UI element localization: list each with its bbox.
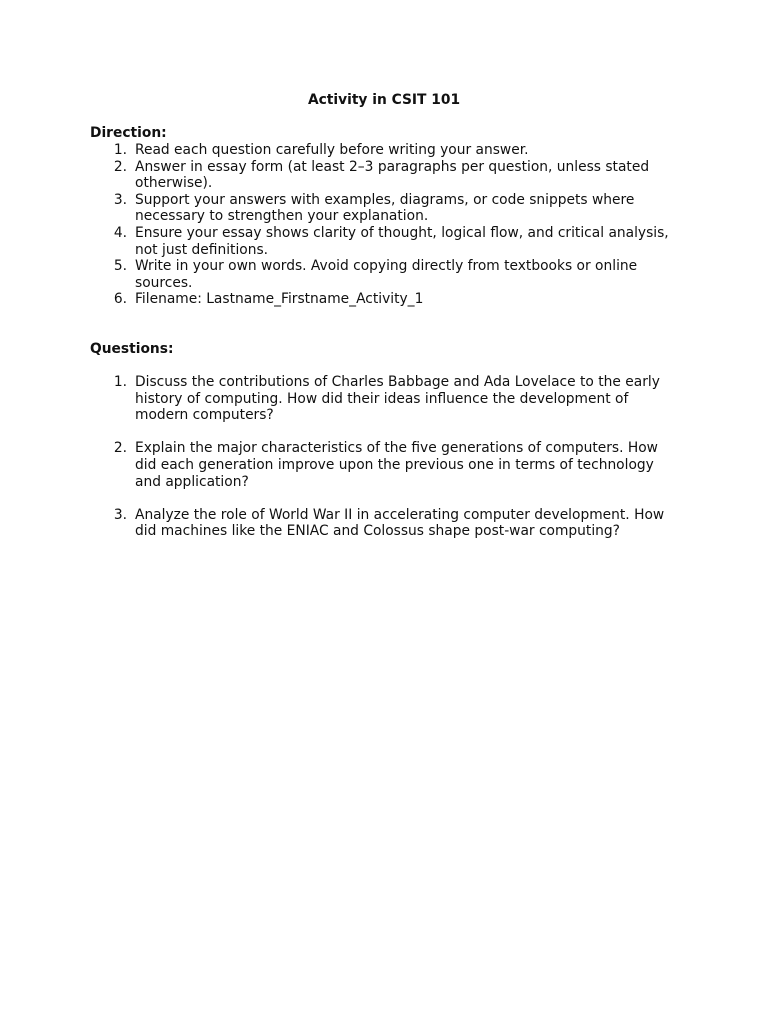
item-text: Discuss the contributions of Charles Babbage and Ada Lovelace to the early history of computing. How did their ideas influence the development of modern computers? bbox=[135, 374, 660, 424]
item-number: 3. bbox=[113, 506, 127, 523]
item-number: 5. bbox=[113, 258, 127, 275]
direction-list bbox=[90, 142, 680, 308]
document-title: Activity in CSIT 101 bbox=[307, 92, 461, 108]
question-item bbox=[90, 374, 680, 424]
item-number: 1. bbox=[113, 142, 127, 158]
direction-item bbox=[90, 225, 680, 258]
item-number: 3. bbox=[113, 191, 127, 208]
item-text: Write in your own words. Avoid copying directly from textbooks or online sources. bbox=[135, 258, 638, 291]
direction-heading: Direction: bbox=[90, 125, 167, 141]
direction-item bbox=[90, 258, 680, 291]
direction-item bbox=[90, 192, 680, 225]
question-item bbox=[90, 507, 680, 540]
item-text: Answer in essay form (at least 2–3 paragraphs per question, unless stated otherwise). bbox=[135, 158, 650, 192]
direction-item bbox=[90, 159, 680, 192]
item-number: 1. bbox=[113, 374, 127, 390]
item-text: Explain the major characteristics of the five generations of computers. How did each generation improve upon the previous one in terms of technology and application? bbox=[135, 440, 658, 490]
item-number: 2. bbox=[113, 440, 127, 457]
item-text: Support your answers with examples, diagrams, or code snippets where necessary to strengthen your explanation. bbox=[135, 191, 635, 225]
item-number: 6. bbox=[113, 291, 127, 308]
item-text: Ensure your essay shows clarity of thought, logical flow, and critical analysis, not just definitions. bbox=[135, 224, 669, 258]
questions-heading: Questions: bbox=[90, 341, 174, 357]
direction-item bbox=[90, 142, 680, 159]
direction-item bbox=[90, 291, 680, 308]
item-number: 4. bbox=[113, 224, 127, 241]
item-text: Filename: Lastname_Firstname_Activity_1 bbox=[135, 291, 424, 308]
item-text: Analyze the role of World War II in accelerating computer development. How did machines like the ENIAC and Colossus shape post-war computing? bbox=[135, 506, 665, 540]
question-item bbox=[90, 440, 680, 490]
item-text: Read each question carefully before writing your answer. bbox=[135, 142, 529, 158]
item-number: 2. bbox=[113, 158, 127, 175]
questions-list bbox=[90, 374, 680, 557]
